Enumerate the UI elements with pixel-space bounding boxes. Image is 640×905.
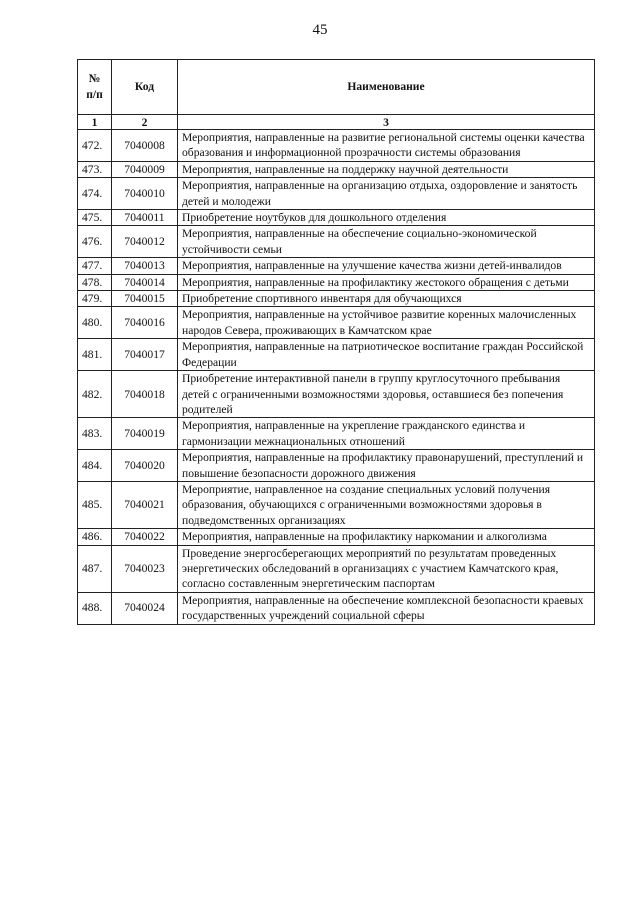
column-number: 3	[178, 115, 595, 130]
row-code: 7040024	[112, 592, 178, 624]
table-row	[78, 226, 595, 258]
row-number: 473.	[78, 161, 112, 177]
header-name: Наименование	[178, 60, 595, 115]
table-row	[78, 481, 595, 528]
table-row	[78, 210, 595, 226]
row-number: 474.	[78, 178, 112, 210]
table-row	[78, 418, 595, 450]
table-header-row	[78, 60, 595, 115]
row-name: Мероприятия, направленные на развитие региональной системы оценки качества образования и информационной прозрачности системы образования	[178, 130, 595, 162]
table-row	[78, 545, 595, 592]
row-number: 488.	[78, 592, 112, 624]
row-number: 476.	[78, 226, 112, 258]
row-name: Мероприятия, направленные на обеспечение социально-экономической устойчивости семьи	[178, 226, 595, 258]
row-name: Мероприятия, направленные на профилактику наркомании и алкоголизма	[178, 529, 595, 545]
table-row	[78, 130, 595, 162]
table-row	[78, 291, 595, 307]
row-number: 475.	[78, 210, 112, 226]
page-number: 45	[312, 22, 328, 38]
row-name: Мероприятия, направленные на обеспечение комплексной безопасности краевых государственных учреждений социальной сферы	[178, 592, 595, 624]
row-code: 7040009	[112, 161, 178, 177]
row-number: 477.	[78, 258, 112, 274]
row-code: 7040019	[112, 418, 178, 450]
header-number: № п/п	[78, 60, 112, 115]
header-code: Код	[112, 60, 178, 115]
row-number: 478.	[78, 274, 112, 290]
row-name: Мероприятие, направленное на создание специальных условий получения образования, обучающихся с ограниченными возможностями здоровья в подведомственных организациях	[178, 481, 595, 528]
row-code: 7040022	[112, 529, 178, 545]
row-number: 482.	[78, 371, 112, 418]
row-code: 7040015	[112, 291, 178, 307]
row-number: 480.	[78, 307, 112, 339]
row-code: 7040016	[112, 307, 178, 339]
table-row	[78, 450, 595, 482]
row-name: Мероприятия, направленные на укрепление гражданского единства и гармонизации межнациональных отношений	[178, 418, 595, 450]
row-name: Мероприятия, направленные на профилактику правонарушений, преступлений и повышение безопасности дорожного движения	[178, 450, 595, 482]
row-name: Мероприятия, направленные на профилактику жестокого обращения с детьми	[178, 274, 595, 290]
table-row	[78, 371, 595, 418]
row-number: 487.	[78, 545, 112, 592]
row-code: 7040013	[112, 258, 178, 274]
row-code: 7040011	[112, 210, 178, 226]
table-row	[78, 529, 595, 545]
row-number: 472.	[78, 130, 112, 162]
column-numbers-row	[78, 115, 595, 130]
codes-table	[77, 59, 595, 625]
row-number: 481.	[78, 339, 112, 371]
row-name: Приобретение спортивного инвентаря для обучающихся	[178, 291, 595, 307]
row-code: 7040020	[112, 450, 178, 482]
row-name: Мероприятия, направленные на патриотическое воспитание граждан Российской Федерации	[178, 339, 595, 371]
table-row	[78, 592, 595, 624]
table-row	[78, 339, 595, 371]
row-name: Мероприятия, направленные на организацию отдыха, оздоровление и занятость детей и молодежи	[178, 178, 595, 210]
table-row	[78, 307, 595, 339]
row-number: 484.	[78, 450, 112, 482]
row-code: 7040018	[112, 371, 178, 418]
column-number: 1	[78, 115, 112, 130]
row-name: Мероприятия, направленные на улучшение качества жизни детей-инвалидов	[178, 258, 595, 274]
row-code: 7040017	[112, 339, 178, 371]
row-name: Мероприятия, направленные на поддержку научной деятельности	[178, 161, 595, 177]
table-row	[78, 274, 595, 290]
row-name: Приобретение интерактивной панели в группу круглосуточного пребывания детей с ограниченными возможностями здоровья, оставшиеся без попечения родителей	[178, 371, 595, 418]
row-name: Проведение энергосберегающих мероприятий по результатам проведенных энергетических обследований в организациях с участием Камчатского края, согласно составленным энергетическим паспортам	[178, 545, 595, 592]
row-code: 7040021	[112, 481, 178, 528]
row-number: 483.	[78, 418, 112, 450]
table-row	[78, 161, 595, 177]
row-name: Мероприятия, направленные на устойчивое развитие коренных малочисленных народов Севера, проживающих в Камчатском крае	[178, 307, 595, 339]
row-name: Приобретение ноутбуков для дошкольного отделения	[178, 210, 595, 226]
column-number: 2	[112, 115, 178, 130]
row-number: 486.	[78, 529, 112, 545]
row-code: 7040014	[112, 274, 178, 290]
row-code: 7040008	[112, 130, 178, 162]
row-number: 485.	[78, 481, 112, 528]
row-code: 7040023	[112, 545, 178, 592]
table-row	[78, 258, 595, 274]
row-code: 7040012	[112, 226, 178, 258]
table-row	[78, 178, 595, 210]
row-code: 7040010	[112, 178, 178, 210]
row-number: 479.	[78, 291, 112, 307]
